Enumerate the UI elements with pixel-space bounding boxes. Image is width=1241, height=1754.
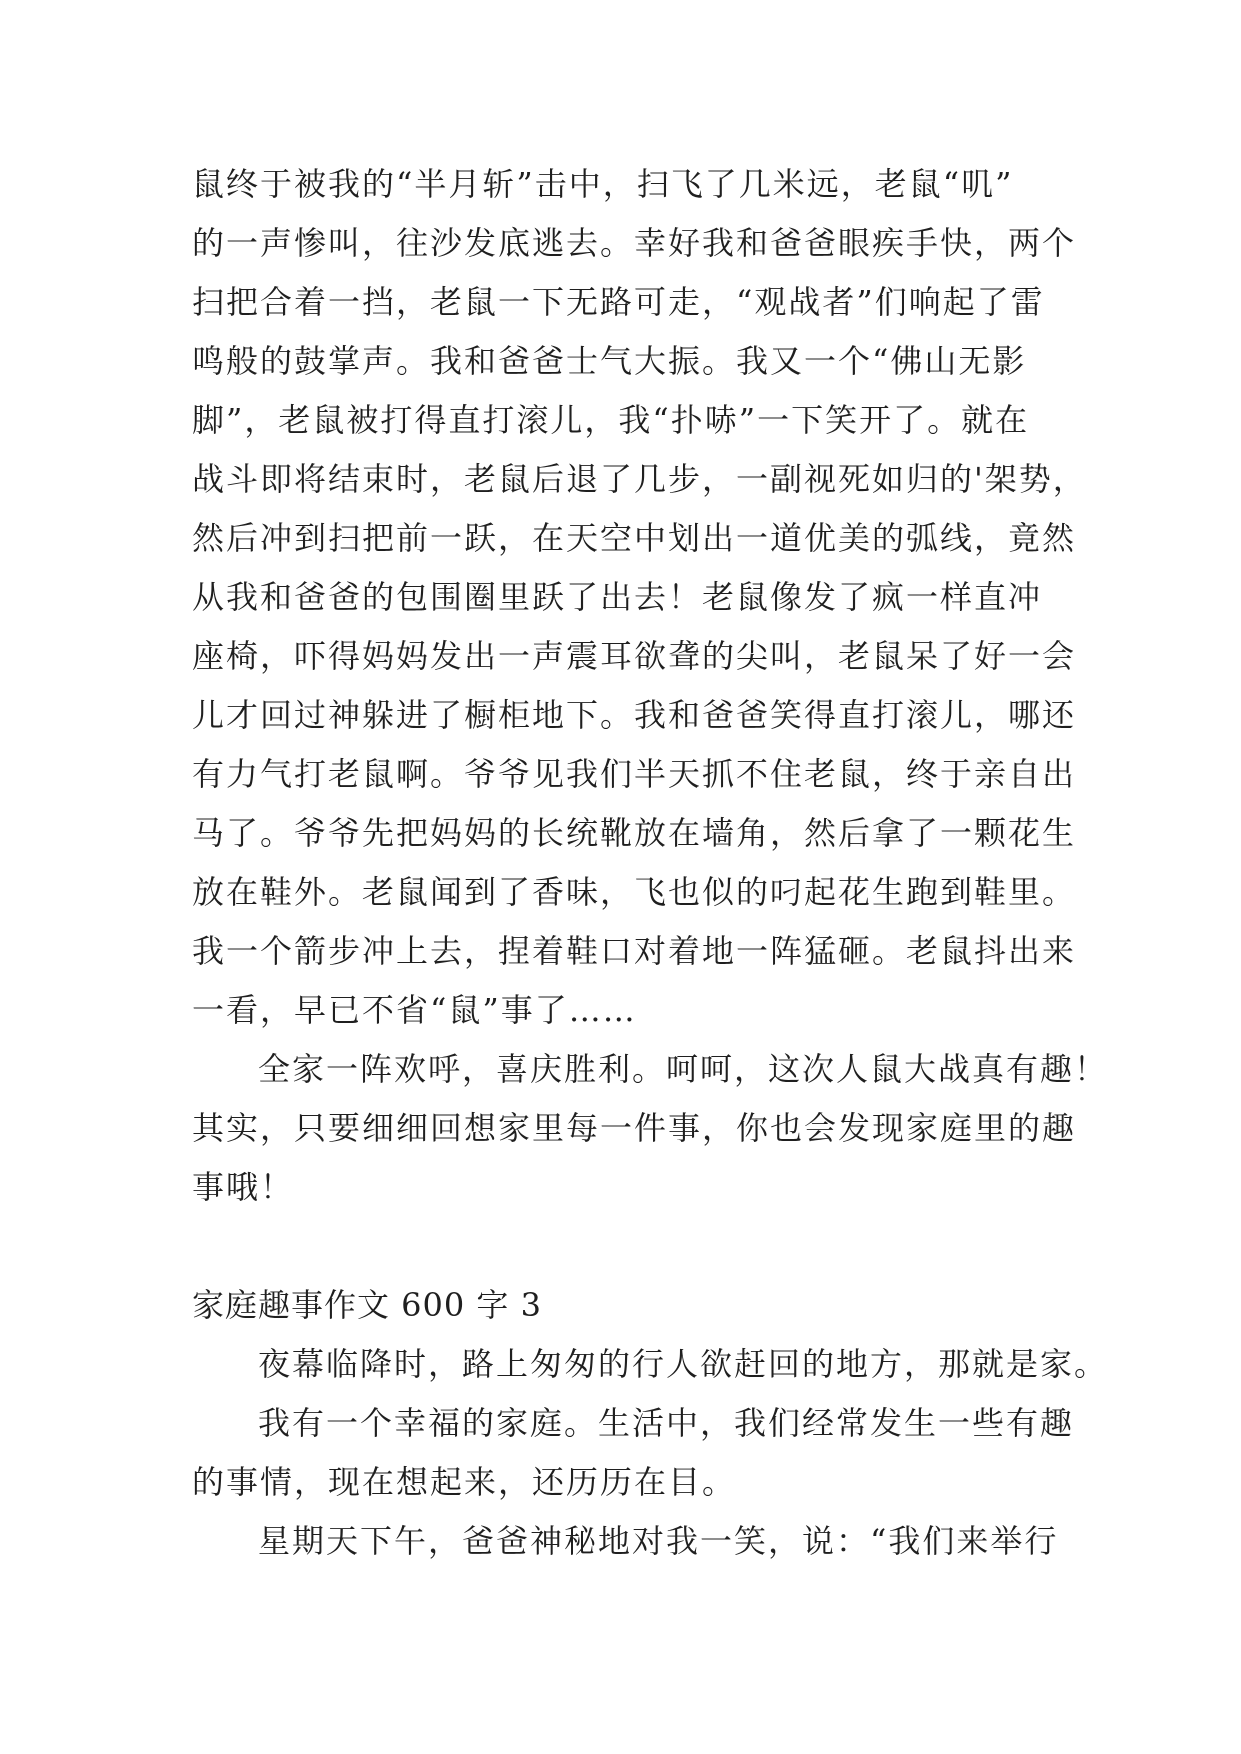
section-heading: 家庭趣事作文 600 字 3 (192, 1286, 542, 1324)
text-line: 扫把合着一挡，老鼠一下无路可走，“观战者”们响起了雷 (192, 283, 1045, 321)
text-line: 座椅，吓得妈妈发出一声震耳欲聋的尖叫，老鼠呆了好一会 (192, 637, 1077, 675)
text-line: 放在鞋外。老鼠闻到了香味，飞也似的叼起花生跑到鞋里。 (192, 873, 1077, 911)
text-line: 然后冲到扫把前一跃，在天空中划出一道优美的弧线，竟然 (192, 519, 1077, 557)
text-line: 脚”，老鼠被打得直打滚儿，我“扑哧”一下笑开了。就在 (192, 401, 1030, 439)
text-line: 事哦！ (192, 1168, 295, 1206)
paragraph-sunday (192, 1512, 1059, 1571)
text-line: 鸣般的鼓掌声。我和爸爸士气大振。我又一个“佛山无影 (192, 342, 1027, 380)
paragraph-conclusion (192, 1040, 1109, 1217)
text-line: 战斗即将结束时，老鼠后退了几步，一副视死如归的'架势， (192, 460, 1087, 498)
blank-line (192, 1217, 1052, 1276)
text-line: 儿才回过神躲进了橱柜地下。我和爸爸笑得直打滚儿，哪还 (192, 696, 1077, 734)
text-line: 我有一个幸福的家庭。生活中，我们经常发生一些有趣 (258, 1404, 1075, 1442)
text-line: 的一声惨叫，往沙发底逃去。幸好我和爸爸眼疾手快，两个 (192, 224, 1077, 262)
text-line: 一看，早已不省“鼠”事了…… (192, 991, 637, 1029)
paragraph-family (192, 1394, 1075, 1512)
text-line: 马了。爷爷先把妈妈的长统靴放在墙角，然后拿了一颗花生 (192, 814, 1077, 852)
document-body (192, 155, 1109, 1571)
text-line: 我一个箭步冲上去，捏着鞋口对着地一阵猛砸。老鼠抖出来 (192, 932, 1077, 970)
paragraph-battle (192, 155, 1087, 1040)
text-line: 有力气打老鼠啊。爷爷见我们半天抓不住老鼠，终于亲自出 (192, 755, 1077, 793)
text-line: 全家一阵欢呼，喜庆胜利。呵呵，这次人鼠大战真有趣！ (258, 1050, 1109, 1088)
text-line: 星期天下午，爸爸神秘地对我一笑，说：“我们来举行 (258, 1522, 1059, 1560)
text-line: 从我和爸爸的包围圈里跃了出去！老鼠像发了疯一样直冲 (192, 578, 1043, 616)
text-line: 夜幕临降时，路上匆匆的行人欲赶回的地方，那就是家。 (258, 1345, 1109, 1383)
text-line: 其实，只要细细回想家里每一件事，你也会发现家庭里的趣 (192, 1109, 1077, 1147)
text-line: 鼠终于被我的“半月斩”击中，扫飞了几米远，老鼠“叽” (192, 165, 1014, 203)
text-line: 的事情，现在想起来，还历历在目。 (192, 1463, 737, 1501)
paragraph-dusk (192, 1335, 1109, 1394)
